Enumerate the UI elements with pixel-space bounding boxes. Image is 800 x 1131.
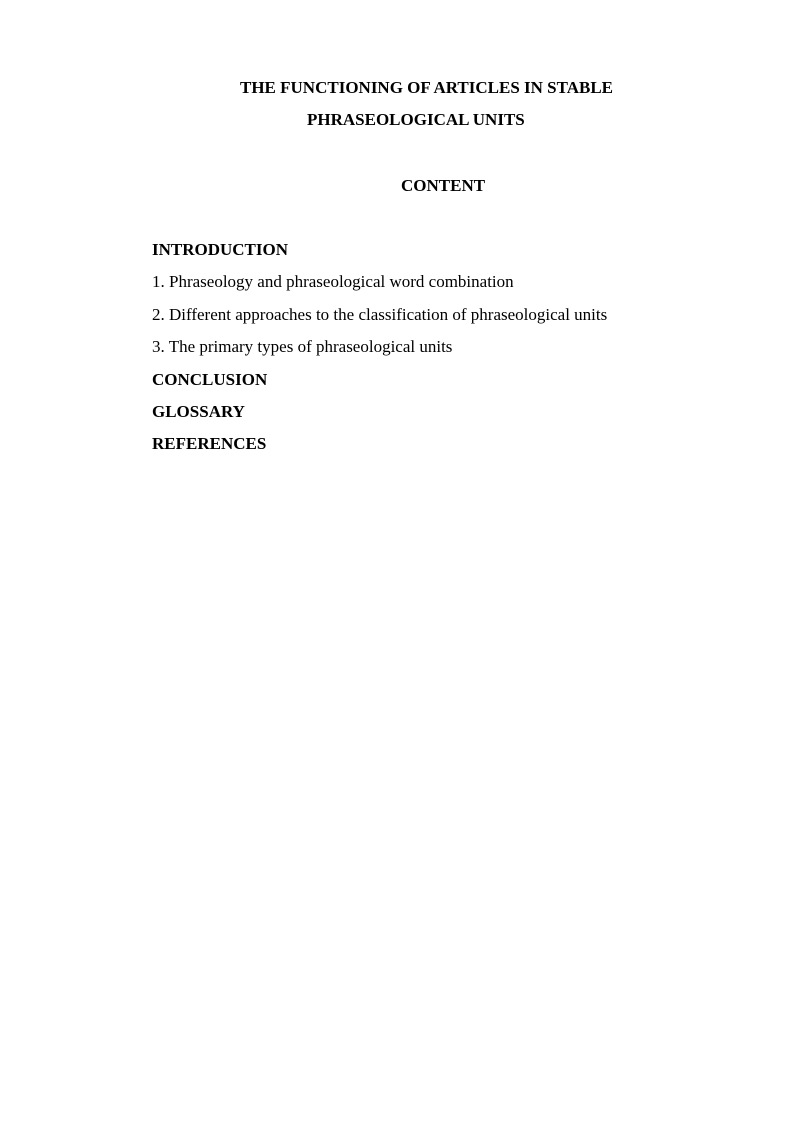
toc-item-references: REFERENCES: [152, 434, 267, 454]
table-of-contents: [152, 240, 607, 467]
toc-item-chapter-1: 1. Phraseology and phraseological word combination: [152, 272, 514, 292]
content-heading: CONTENT: [401, 176, 486, 195]
toc-item-conclusion: CONCLUSION: [152, 369, 268, 389]
toc-item-chapter-3: 3. The primary types of phraseological units: [152, 337, 453, 357]
toc-item-chapter-2: 2. Different approaches to the classification of phraseological units: [152, 304, 608, 324]
document-title-line-1: THE FUNCTIONING OF ARTICLES IN STABLE: [240, 78, 614, 97]
toc-item-introduction: INTRODUCTION: [152, 240, 289, 259]
toc-item-glossary: GLOSSARY: [152, 401, 245, 421]
document-title-line-2: PHRASEOLOGICAL UNITS: [307, 110, 525, 129]
